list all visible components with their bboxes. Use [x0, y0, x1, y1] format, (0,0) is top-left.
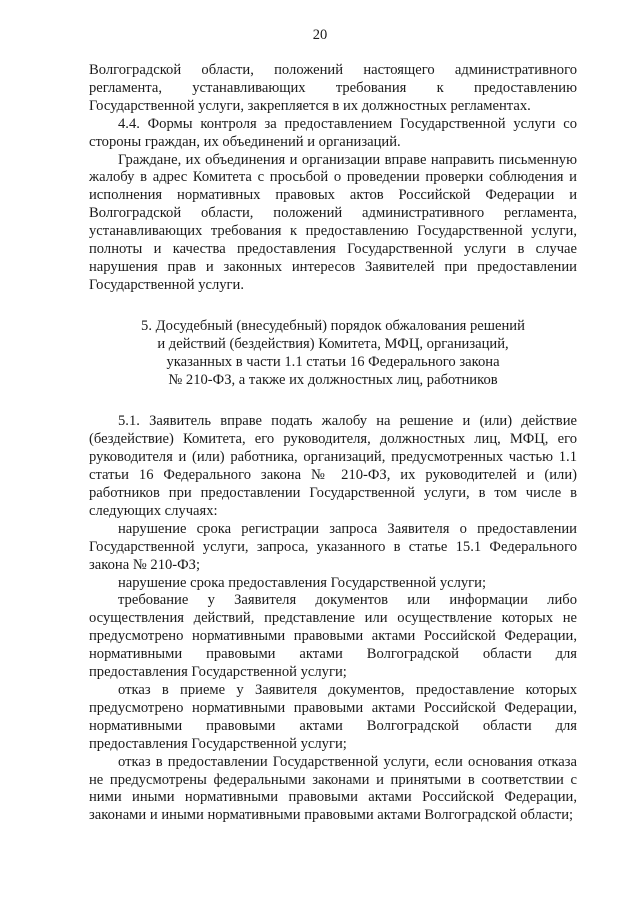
- paragraph: Волгоградской области, положений настоящего административного регламента, устанавливающих требования к предоставлению Государственной услуги, закрепляется в их должностных регламентах.: [89, 62, 577, 114]
- page-number: 20: [312, 27, 328, 43]
- paragraph: Граждане, их объединения и организации вправе направить письменную жалобу в адрес Комитета с просьбой о проведении проверки соблюдения и исполнения нормативных правовых актов Российской Федерации и Волгоградской области, положений административного регламента, устанавливающих требования к предоставлению Государственной услуги, полноты и качества предоставления Государственной услуги в случае нарушения прав и законных интересов Заявителей при предоставлении Государственной услуги.: [89, 151, 577, 293]
- list-item: отказ в предоставлении Государственной услуги, если основания отказа не предусмотрены федеральными законами и принятыми в соответствии с ними иными нормативными правовыми актами Российской Федерации, законами и иными нормативными правовыми актами Волгоградской области;: [89, 753, 577, 824]
- list-item: нарушение срока предоставления Государственной услуги;: [118, 574, 487, 591]
- list-item: отказ в приеме у Заявителя документов, предоставление которых предусмотрено нормативными правовыми актами Российской Федерации, нормативными правовыми актами Волгоградской области для предоставления Государственной услуги;: [89, 682, 577, 752]
- section-heading-line: № 210-ФЗ, а также их должностных лиц, работников: [168, 371, 498, 388]
- paragraph: 4.4. Формы контроля за предоставлением Государственной услуги со стороны граждан, их объединений и организаций.: [89, 115, 577, 150]
- section-heading-line: 5. Досудебный (внесудебный) порядок обжалования решений: [141, 317, 525, 334]
- section-heading-line: указанных в части 1.1 статьи 16 Федерального закона: [166, 353, 500, 370]
- list-item: нарушение срока регистрации запроса Заявителя о предоставлении Государственной услуги, запроса, указанного в статье 15.1 Федерального закона № 210-ФЗ;: [89, 520, 577, 573]
- section-heading: [89, 318, 577, 390]
- paragraph: 5.1. Заявитель вправе подать жалобу на решение и (или) действие (бездействие) Комитета, его руководителя, должностных лиц, МФЦ, его руководителя и (или) работника, организаций, предусмотренных частью 1.1 статьи 16 Федерального закона № 210-ФЗ, их руководителей и (или) работников при предоставлении Государственной услуги, в том числе в следующих случаях:: [89, 413, 577, 519]
- document-body: [89, 62, 577, 825]
- section-heading-line: и действий (бездействия) Комитета, МФЦ, организаций,: [157, 335, 509, 352]
- list-item: требование у Заявителя документов или информации либо осуществления действий, представление или осуществление которых не предусмотрено нормативными правовыми актами Российской Федерации, нормативными правовыми актами Волгоградской области для предоставления Государственной услуги;: [89, 592, 577, 681]
